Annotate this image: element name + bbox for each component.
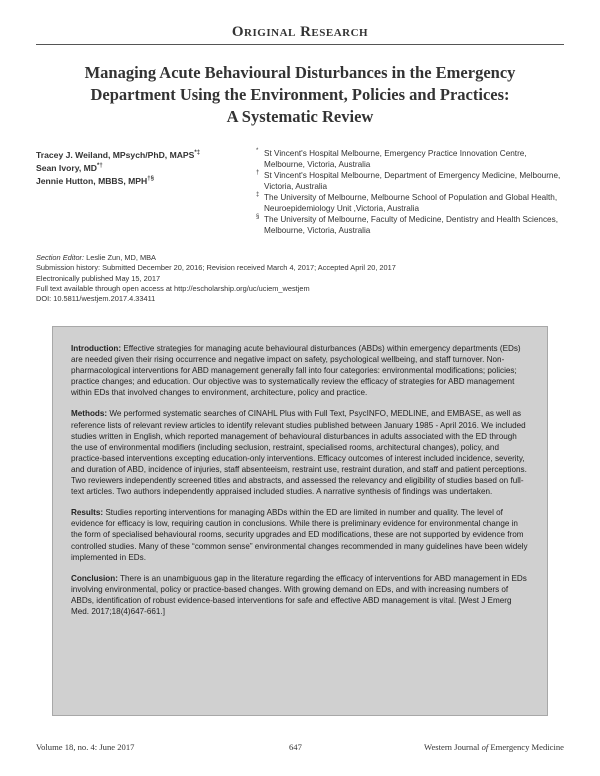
section-editor-name: Leslie Zun, MD, MBA	[86, 253, 156, 262]
abstract-conclusion	[71, 573, 529, 617]
author-marks: *‡	[194, 150, 201, 156]
abstract-results	[71, 507, 529, 562]
affiliation	[256, 192, 566, 214]
article-metadata	[36, 253, 566, 304]
affiliation-mark: ‡	[256, 192, 260, 198]
author-name: Sean Ivory, MD	[36, 162, 97, 173]
title-line: Managing Acute Behavioural Disturbances in the Emergency	[84, 63, 516, 82]
affiliation	[256, 214, 566, 236]
section-editor	[36, 253, 566, 263]
introduction-label: Introduction:	[71, 344, 122, 353]
affiliation-text: St Vincent's Hospital Melbourne, Department of Emergency Medicine, Melbourne, Victoria, Australia	[264, 171, 561, 191]
page-number: 647	[289, 742, 302, 752]
published-date: Electronically published May 15, 2017	[36, 273, 161, 283]
volume-info: Volume 18, no. 4: June 2017	[36, 742, 135, 752]
title-line: A Systematic Review	[226, 107, 374, 126]
author-marks: †§	[147, 175, 154, 182]
journal-italic: of	[481, 742, 489, 752]
journal-prefix: Western Journal	[424, 742, 482, 752]
author-list	[36, 148, 259, 187]
author	[36, 148, 259, 161]
introduction-text: Effective strategies for managing acute behavioural disturbances (ABDs) within emergency departments (EDs) are needed given their rising occurrence and negative impact on safety, psychological wellbeing, and staff turnover. Non-pharmacological interventions for ABD management generally fall into four categories: environmental modifications; policies; practice changes; and education. Our objective was to systematically review the efficacy of strategies for ABD management within EDs that involved changes to environment, architecture, policy and practice.	[71, 344, 521, 398]
abstract-introduction	[71, 343, 529, 398]
submission-history: Submission history: Submitted December 20, 2016; Revision received March 4, 2017; Accepted April 20, 2017	[36, 263, 396, 273]
affiliation-mark: †	[256, 170, 260, 176]
affiliation-mark: §	[256, 214, 260, 220]
section-header: Original Research	[231, 24, 369, 40]
abstract-methods	[71, 408, 529, 497]
methods-label: Methods:	[71, 409, 108, 419]
affiliation-text: The University of Melbourne, Melbourne School of Population and Global Health, Neuroepidemiology Unit ,Victoria, Australia	[264, 193, 558, 213]
affiliation	[256, 148, 566, 170]
section-editor-label: Section Editor:	[36, 253, 85, 262]
title-line: Department Using the Environment, Policies and Practices:	[90, 85, 510, 104]
conclusion-text: There is an unambiguous gap in the literature regarding the efficacy of interventions for ABD management in EDs involving environmental, policy or practice-based changes. With growing demand on EDs, and with increasing numbers of ABDs, identification of robust evidence-based interventions for safe and effective ABD management is vital. [West J Emerg Med. 2017;18(4)647-661.]	[71, 573, 527, 616]
author	[36, 174, 256, 187]
affiliation-text: St Vincent's Hospital Melbourne, Emergency Practice Innovation Centre, Melbourne, Victoria, Australia	[264, 149, 527, 169]
author	[36, 161, 256, 174]
full-text-link[interactable]: Full text available through open access at http://escholarship.org/uc/uciem_westjem	[36, 283, 310, 293]
affiliation	[256, 170, 566, 192]
author-marks: *†	[96, 162, 103, 169]
article-title	[40, 62, 560, 128]
abstract-box	[52, 326, 548, 716]
affiliation-list	[256, 148, 566, 236]
author-name: Tracey J. Weiland, MPsych/PhD, MAPS	[36, 149, 195, 160]
affiliation-mark: *	[256, 148, 259, 154]
header-rule	[36, 44, 564, 45]
conclusion-label: Conclusion:	[71, 573, 118, 583]
affiliation-text: The University of Melbourne, Faculty of Medicine, Dentistry and Health Sciences, Melbourne, Victoria, Australia	[264, 215, 558, 235]
journal-suffix: Emergency Medicine	[488, 742, 564, 752]
journal-name	[424, 742, 564, 752]
results-label: Results:	[71, 508, 104, 518]
doi: DOI: 10.5811/westjem.2017.4.33411	[36, 294, 156, 304]
methods-text: We performed systematic searches of CINAHL Plus with Full Text, PsycINFO, MEDLINE, and EMBASE, as well as reference lists of relevant review articles to identify relevant studies published between January 1985 - April 2016. We included studies written in English, which reported management of behavioural disturbances in adults associated with the ED through the use of environmental modifiers (including seclusion, restraint, specialised rooms, architectural changes), policy, and practice-based interventions excepting education-only interventions. Efficacy outcomes of interest included incidence, severity, and duration of ABD, incidence of injuries, staff absenteeism, restraint use, restraint duration, and staff and patient perceptions. Two reviewers independently screened titles and abstracts, and assessed the relevancy and eligibility of studies based on full-text articles. Two authors independently appraised included studies. A narrative synthesis of findings was undertaken.	[71, 409, 527, 497]
results-text: Studies reporting interventions for managing ABDs within the ED are limited in number and quality. The level of evidence for efficacy is low, requiring caution in conclusions. While there is preliminary evidence for environmental change in the form of specialised behavioural rooms, security upgrades and ED modifications, these are not supported by evidence from controlled studies. Many of these “common sense” environmental changes recommended in many guidelines have been widely implemented in EDs.	[71, 508, 528, 562]
author-name: Jennie Hutton, MBBS, MPH	[36, 175, 148, 186]
